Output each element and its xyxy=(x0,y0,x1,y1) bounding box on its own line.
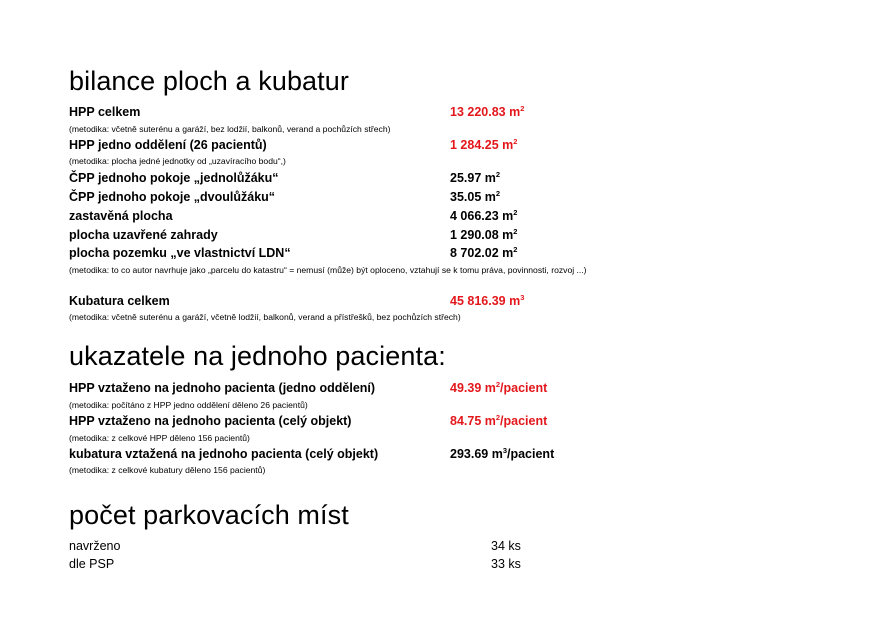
value-cpp-jednoluzak: 25.97 $m^2$ xyxy=(450,169,501,185)
value-zastavena-plocha: 4 066.23 $m^2$ xyxy=(450,207,518,223)
label-kubatura-pacient: kubatura vztažená na jednoho pacienta (celý objekt) xyxy=(69,447,379,461)
label-hpp-pacient-objekt: HPP vztaženo na jednoho pacienta (celý objekt) xyxy=(69,414,352,428)
label-uzavrena-zahrada: plocha uzavřené zahrady xyxy=(69,228,218,242)
label-cpp-dvouluzak: ČPP jednoho pokoje „dvoulůžáku“ xyxy=(69,190,276,204)
section-title-ukazatele: ukazatele na jednoho pacienta: xyxy=(69,341,446,371)
value-hpp-pacient-objekt: 84.75 $m^2$/pacient xyxy=(450,412,548,428)
value-uzavrena-zahrada: 1 290.08 $m^2$ xyxy=(450,226,518,242)
label-hpp-celkem: HPP celkem xyxy=(69,105,141,119)
label-dle-psp: dle PSP xyxy=(69,557,115,571)
value-plocha-pozemku: 8 702.02 $m^2$ xyxy=(450,244,518,260)
section-title-parkovani: počet parkovacích míst xyxy=(69,500,349,530)
value-cpp-dvouluzak: 35.05 $m^2$ xyxy=(450,188,501,204)
value-dle-psp: 33 ks xyxy=(491,557,521,571)
label-hpp-pacient-oddeleni: HPP vztaženo na jednoho pacienta (jedno oddělení) xyxy=(69,381,376,395)
note-kubatura-celkem: (metodika: včetně suterénu a garáží, včetně lodžií, balkonů, verand a přístřešků, bez pochůzích střech) xyxy=(69,312,461,322)
value-hpp-pacient-oddeleni: 49.39 $m^2$/pacient xyxy=(450,379,548,395)
value-navrzeno: 34 ks xyxy=(491,539,521,553)
label-navrzeno: navrženo xyxy=(69,539,121,553)
label-hpp-oddeleni: HPP jedno oddělení (26 pacientů) xyxy=(69,138,267,152)
section-title-bilance: bilance ploch a kubatur xyxy=(69,66,349,96)
note-hpp-celkem: (metodika: včetně suterénu a garáží, bez lodžií, balkonů, verand a pochůzích střech) xyxy=(69,124,391,134)
label-plocha-pozemku: plocha pozemku „ve vlastnictví LDN“ xyxy=(69,246,291,260)
label-kubatura-celkem: Kubatura celkem xyxy=(69,294,170,308)
value-kubatura-celkem: 45 816.39 $m^3$ xyxy=(450,292,525,308)
value-hpp-oddeleni: 1 284.25 $m^2$ xyxy=(450,136,518,152)
label-zastavena-plocha: zastavěná plocha xyxy=(69,209,173,223)
note-hpp-oddeleni: (metodika: plocha jedné jednotky od „uzavíracího bodu“,) xyxy=(69,156,286,166)
note-hpp-pacient-objekt: (metodika: z celkové HPP děleno 156 pacientů) xyxy=(69,433,250,443)
note-kubatura-pacient: (metodika: z celkové kubatury děleno 156 pacientů) xyxy=(69,465,266,475)
label-cpp-jednoluzak: ČPP jednoho pokoje „jednolůžáku“ xyxy=(69,171,279,185)
value-hpp-celkem: 13 220.83 $m^2$ xyxy=(450,103,525,119)
note-hpp-pacient-oddeleni: (metodika: počítáno z HPP jedno oddělení děleno 26 pacientů) xyxy=(69,400,308,410)
value-kubatura-pacient: 293.69 $m^3$/pacient xyxy=(450,445,555,461)
note-plocha-pozemku: (metodika: to co autor navrhuje jako „parcelu do katastru“ = nemusí (může) být oploceno, vztahují se k tomu práva, povinnosti, rozvoj ...) xyxy=(69,265,587,275)
